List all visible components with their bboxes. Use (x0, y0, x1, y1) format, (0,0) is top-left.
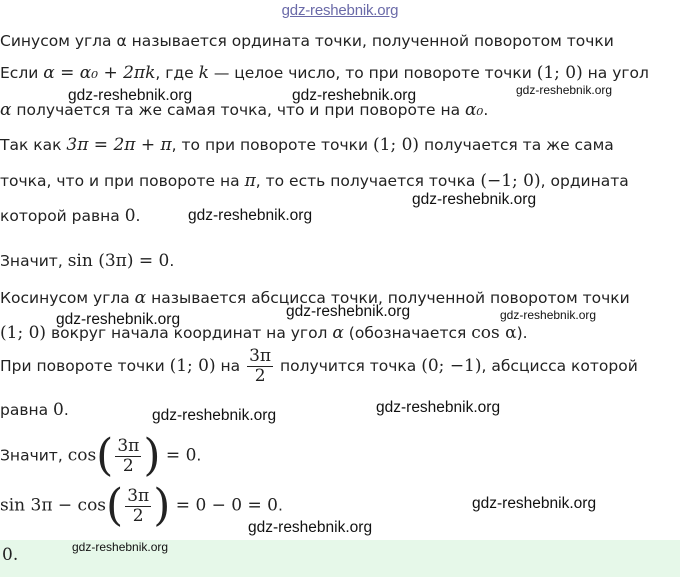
math-point: (0; −1) (421, 356, 482, 376)
text: Косинусом угла (0, 289, 135, 307)
fraction-numerator: 3π (127, 485, 150, 506)
text: , абсцисса которой (481, 357, 638, 375)
text: точка, что и при повороте на (0, 172, 245, 190)
text: Если (0, 64, 44, 82)
text: , то при повороте точки (171, 136, 374, 154)
text: Так как (0, 136, 67, 154)
watermark-text: gdz-reshebnik.org (472, 495, 597, 512)
watermark-text: gdz-reshebnik.org (152, 407, 277, 424)
text: . (196, 446, 202, 465)
text: получается та же сама (419, 136, 614, 154)
text-line-13 (0, 480, 283, 531)
text: , где (155, 64, 199, 82)
top-watermark-link[interactable]: gdz-reshebnik.org (281, 2, 399, 19)
text: , ордината (540, 172, 629, 190)
text-line-6 (0, 206, 140, 226)
math-cos-alpha: cos α (471, 323, 517, 343)
text-line-7 (0, 251, 174, 271)
math-result: = 0 − 0 = 0 (170, 495, 278, 516)
watermark-text: gdz-reshebnik.org (188, 207, 313, 224)
watermark-text: gdz-reshebnik.org (56, 311, 181, 328)
math-zero: 0 (124, 206, 136, 226)
fraction-denominator: 2 (254, 366, 266, 386)
fraction-3pi-over-2 (115, 437, 141, 476)
right-paren: ) (153, 480, 171, 531)
fraction-denominator: 2 (122, 455, 134, 476)
text: . (483, 101, 489, 119)
math-alpha: α (134, 288, 147, 308)
text: Значит, (0, 252, 68, 270)
text: равна (0, 401, 54, 419)
math-point: (1; 0) (169, 356, 216, 376)
fraction-numerator: 3π (249, 346, 272, 366)
fraction-numerator: 3π (117, 435, 140, 456)
math-k: k (198, 63, 209, 83)
text: . (278, 496, 283, 515)
text-line-12 (0, 430, 202, 481)
text-line-4 (0, 135, 614, 155)
math-alpha-eq: α = α₀ + 2πk (43, 63, 156, 83)
text: . (135, 207, 141, 225)
watermark-text: gdz-reshebnik.org (68, 87, 193, 104)
math-cos: cos (67, 445, 97, 466)
text-line-5 (0, 171, 629, 191)
text: получается та же самая точка, что и при повороте на (11, 101, 466, 119)
text-line-11 (0, 400, 69, 420)
text: получится точка (275, 357, 422, 375)
text-line-2 (0, 63, 649, 83)
watermark-text: gdz-reshebnik.org (292, 87, 417, 104)
math-alpha: α (332, 323, 344, 343)
fraction-denominator: 2 (132, 505, 144, 526)
math-zero: 0 (53, 400, 64, 420)
math-alpha: α (0, 100, 12, 120)
watermark-text: gdz-reshebnik.org (412, 191, 537, 208)
math-alpha0: α₀ (465, 100, 484, 120)
text: . (169, 252, 175, 270)
text: (обозначается (343, 324, 472, 342)
right-paren: ) (143, 430, 161, 481)
watermark-text: gdz-reshebnik.org (376, 399, 501, 416)
text: которой равна (0, 207, 125, 225)
text: вокруг начала координат на угол (46, 324, 333, 342)
text-line-10 (0, 347, 638, 386)
math-3pi-eq: 3π = 2π + π (66, 135, 172, 155)
text: ). (516, 324, 528, 342)
math-eq-zero: = 0 (160, 445, 197, 466)
text: Значит, (0, 446, 68, 465)
watermark-text: gdz-reshebnik.org (286, 303, 411, 320)
fraction-3pi-over-2 (247, 347, 273, 386)
text: При повороте точки (0, 357, 170, 375)
text-line-1 (0, 32, 614, 50)
text: . (63, 401, 69, 419)
watermark-text: gdz-reshebnik.org (72, 540, 169, 554)
math-point: (1; 0) (536, 63, 583, 83)
watermark-text: gdz-reshebnik.org (516, 83, 613, 97)
sine-definition-text: Синусом угла α называется ордината точки, полученной поворотом точки (0, 32, 614, 50)
math-sin-result: sin (3π) = 0 (67, 251, 170, 271)
text: , то есть получается точка (255, 172, 481, 190)
math-point: (−1; 0) (480, 171, 541, 191)
fraction-3pi-over-2 (125, 487, 151, 526)
math-point: (1; 0) (373, 135, 420, 155)
text: на (215, 357, 246, 375)
math-pi: π (244, 171, 256, 191)
text: называется абсцисса точки, полученной поворотом точки (146, 289, 630, 307)
answer-value: 0. (2, 545, 19, 565)
watermark-text: gdz-reshebnik.org (248, 519, 373, 536)
left-paren: ( (106, 480, 124, 531)
math-point: (1; 0) (0, 323, 47, 343)
text: — целое число, то при повороте точки (208, 64, 537, 82)
watermark-text: gdz-reshebnik.org (500, 308, 597, 322)
text: на угол (582, 64, 649, 82)
left-paren: ( (96, 430, 114, 481)
math-sin-cos: sin 3π − cos (0, 495, 107, 516)
